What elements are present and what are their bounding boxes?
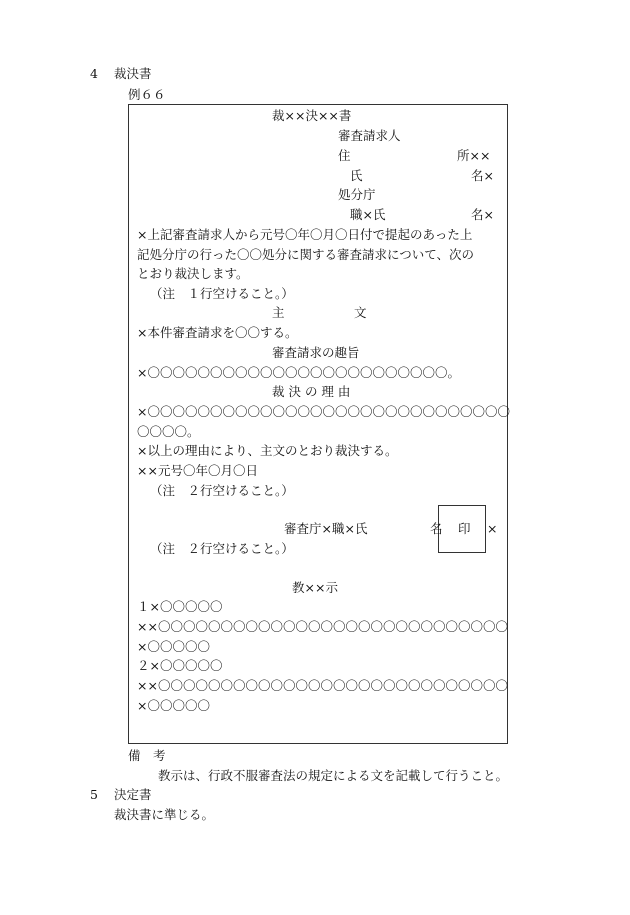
address-label-a: 住 (338, 148, 351, 163)
main-text: ×本件審査請求を〇〇する。 (137, 325, 298, 340)
remarks-heading: 備 考 (128, 748, 166, 763)
instruction-item-1-line-1: ××〇〇〇〇〇〇〇〇〇〇〇〇〇〇〇〇〇〇〇〇〇〇〇〇〇〇〇〇 (137, 619, 508, 634)
remarks-text: 教示は、行政不服審査法の規定による文を記載して行うこと。 (158, 768, 509, 783)
instruction-item-2: ２×〇〇〇〇〇 (137, 658, 223, 673)
section-5-text: 裁決書に準じる。 (114, 807, 215, 822)
seal-name-char: 名 (430, 521, 443, 536)
authority-line: 審査庁×職×氏 (284, 521, 368, 536)
instruction-heading: 教××示 (292, 580, 338, 595)
reason-line-1: ×〇〇〇〇〇〇〇〇〇〇〇〇〇〇〇〇〇〇〇〇〇〇〇〇〇〇〇〇〇 (137, 404, 510, 419)
section-title-4: 裁決書 (114, 66, 152, 81)
main-heading-b: 文 (354, 305, 367, 320)
example-label: 例６６ (128, 87, 166, 102)
gist-heading: 審査請求の趣旨 (272, 345, 360, 360)
position-name-label-b: 名× (471, 207, 494, 222)
note-3: （注 ２行空けること。） (150, 541, 294, 556)
intro-line-1: ×上記審査請求人から元号〇年〇月〇日付で提起のあった上 (137, 227, 473, 242)
intro-line-3: とおり裁決します。 (137, 266, 249, 281)
decision-date: ××元号〇年〇月〇日 (137, 463, 258, 478)
address-label-b: 所×× (457, 148, 491, 163)
instruction-item-1: １×〇〇〇〇〇 (137, 599, 223, 614)
section-number-5: 5 (90, 787, 98, 802)
requester-heading: 審査請求人 (338, 128, 401, 143)
note-1: （注 １行空けること。） (150, 286, 294, 301)
reason-line-2: 〇〇〇〇。 (137, 424, 200, 439)
reason-heading: 裁 決 の 理 由 (272, 384, 351, 399)
main-heading-a: 主 (272, 305, 285, 320)
seal-blank-mark: × (487, 521, 498, 536)
instruction-item-1-line-2: ×〇〇〇〇〇 (137, 639, 210, 654)
instruction-item-2-line-2: ×〇〇〇〇〇 (137, 698, 210, 713)
note-2: （注 ２行空けること。） (150, 483, 294, 498)
position-name-label: 職×氏 (350, 207, 386, 222)
section-title-5: 決定書 (114, 787, 152, 802)
name-label-a: 氏 (350, 168, 363, 183)
agency-heading: 処分庁 (338, 187, 376, 202)
intro-line-2: 記処分庁の行った〇〇処分に関する審査請求について、次の (137, 247, 475, 262)
instruction-item-2-line-1: ××〇〇〇〇〇〇〇〇〇〇〇〇〇〇〇〇〇〇〇〇〇〇〇〇〇〇〇〇 (137, 678, 508, 693)
reason-line-3: ×以上の理由により、主文のとおり裁決する。 (137, 443, 398, 458)
form-title: 裁××決××書 (272, 108, 352, 123)
seal-stamp-char: 印 (458, 521, 471, 536)
name-label-b: 名× (471, 168, 494, 183)
gist-text: ×〇〇〇〇〇〇〇〇〇〇〇〇〇〇〇〇〇〇〇〇〇〇〇〇。 (137, 365, 460, 380)
section-number-4: 4 (90, 66, 98, 81)
